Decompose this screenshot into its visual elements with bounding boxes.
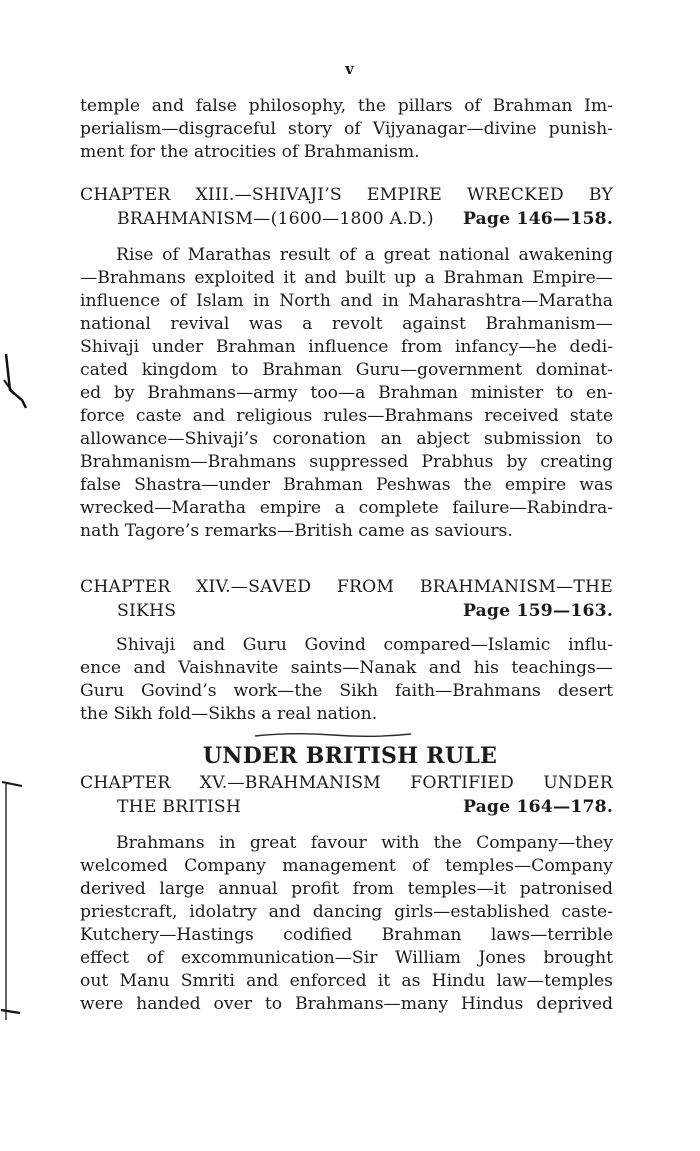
text-line: Brahmans in great favour with the Company—they (116, 833, 613, 853)
text-line: were handed over to Brahmans—many Hindus deprived (80, 994, 613, 1014)
chapter-15-summary (80, 832, 613, 1016)
text-line: Rise of Marathas result of a great national awakening (116, 245, 613, 265)
text-line: wrecked—Maratha empire a complete failure—Rabindra- (80, 498, 613, 518)
text-line: Shivaji and Guru Govind compared—Islamic influ- (116, 635, 613, 655)
margin-rule-mark (0, 780, 30, 1040)
text-line: welcomed Company management of temples—Company (80, 856, 613, 876)
chapter-subtitle (80, 599, 613, 623)
chapter-subtitle-text: BRAHMANISM—(1600—1800 A.D.) (117, 209, 434, 229)
chapter-subtitle (80, 207, 613, 231)
text-line: the Sikh fold—Sikhs a real nation. (80, 704, 378, 724)
chapter-page-range: Page 164—178. (462, 797, 613, 817)
text-line: ence and Vaishnavite saints—Nanak and his teachings— (80, 658, 613, 678)
chapter-title: CHAPTER XIII.—SHIVAJI’S EMPIRE WRECKED BY (80, 185, 613, 205)
chapter-subtitle-text: THE BRITISH (117, 797, 242, 817)
text-line: influence of Islam in North and in Maharashtra—Maratha (80, 291, 613, 311)
chapter-page-range: Page 146—158. (462, 209, 613, 229)
text-line: false Shastra—under Brahman Peshwas the empire was (80, 475, 613, 495)
text-line: Kutchery—Hastings codified Brahman laws—terrible (80, 925, 613, 945)
text-line: perialism—disgraceful story of Vijyanagar—divine punish- (80, 119, 613, 139)
text-line: temple and false philosophy, the pillars of Brahman Im- (80, 96, 613, 116)
text-line: priestcraft, idolatry and dancing girls—established caste- (80, 902, 613, 922)
chapter-subtitle (80, 795, 613, 819)
text-line: Brahmanism—Brahmans suppressed Prabhus by creating (80, 452, 613, 472)
chapter-14-summary (80, 634, 613, 726)
text-line: ment for the atrocities of Brahmanism. (80, 142, 420, 162)
page-number: v (345, 60, 355, 78)
text-line: national revival was a revolt against Brahmanism— (80, 314, 613, 334)
ink-underline-mark (253, 731, 413, 739)
chapter-14-heading (80, 575, 613, 623)
chapter-title: CHAPTER XV.—BRAHMANISM FORTIFIED UNDER (80, 773, 613, 793)
chapter-13-heading (80, 183, 613, 231)
margin-scan-mark (0, 350, 30, 410)
chapter-13-summary (80, 244, 613, 543)
text-line: effect of excommunication—Sir William Jones brought (80, 948, 613, 968)
text-line: Shivaji under Brahman influence from infancy—he dedi- (80, 337, 613, 357)
chapter-page-range: Page 159—163. (462, 601, 613, 621)
text-line: nath Tagore’s remarks—British came as saviours. (80, 521, 513, 541)
text-line: —Brahmans exploited it and built up a Brahman Empire— (80, 268, 613, 288)
chapter-title: CHAPTER XIV.—SAVED FROM BRAHMANISM—THE (80, 577, 613, 597)
chapter-subtitle-text: SIKHS (117, 601, 177, 621)
text-line: derived large annual profit from temples—it patronised (80, 879, 613, 899)
intro-paragraph (80, 95, 613, 164)
chapter-15-heading (80, 771, 613, 819)
text-line: force caste and religious rules—Brahmans received state (80, 406, 613, 426)
text-line: Guru Govind’s work—the Sikh faith—Brahmans desert (80, 681, 613, 701)
section-heading: UNDER BRITISH RULE (202, 743, 498, 769)
text-line: cated kingdom to Brahman Guru—government dominat- (80, 360, 613, 380)
text-line: ed by Brahmans—army too—a Brahman minister to en- (80, 383, 613, 403)
text-line: allowance—Shivaji’s coronation an abject submission to (80, 429, 613, 449)
text-line: out Manu Smriti and enforced it as Hindu law—temples (80, 971, 613, 991)
